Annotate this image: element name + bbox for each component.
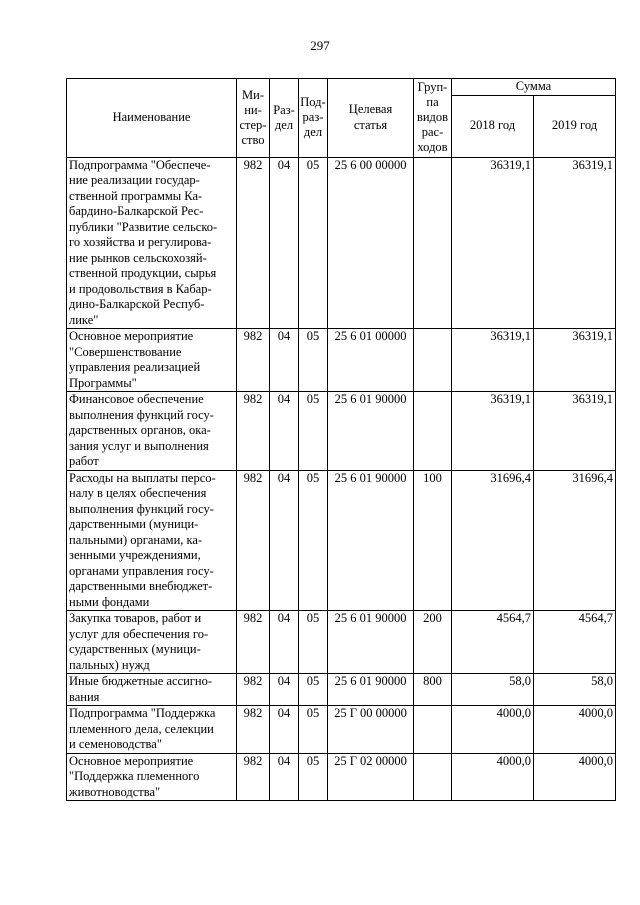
table-row (67, 392, 616, 471)
row-target: 25 6 01 90000 (328, 392, 414, 471)
row-ministry: 982 (237, 329, 270, 392)
row-ministry: 982 (237, 470, 270, 611)
row-name: Основное мероприятие "Поддержка племенного животноводства" (67, 753, 237, 801)
row-target: 25 6 00 00000 (328, 157, 414, 329)
header-year-2018: 2018 год (452, 95, 534, 157)
row-expense-group: 100 (414, 470, 452, 611)
row-sum-2019: 58,0 (534, 674, 616, 706)
row-target: 25 6 01 90000 (328, 470, 414, 611)
header-section: Раз- дел (270, 79, 299, 158)
row-name: Закупка товаров, работ и услуг для обеспечения го- сударственных (муници- пальных) нужд (67, 611, 237, 674)
row-name: Иные бюджетные ассигно- вания (67, 674, 237, 706)
row-sum-2019: 4000,0 (534, 753, 616, 801)
row-section: 04 (270, 392, 299, 471)
row-sum-2018: 4000,0 (452, 706, 534, 754)
row-target: 25 6 01 00000 (328, 329, 414, 392)
row-expense-group (414, 392, 452, 471)
table-row (67, 470, 616, 611)
row-sum-2019: 4000,0 (534, 706, 616, 754)
budget-table (66, 78, 616, 801)
table-row (67, 157, 616, 329)
row-ministry: 982 (237, 611, 270, 674)
row-section: 04 (270, 157, 299, 329)
row-sum-2019: 36319,1 (534, 329, 616, 392)
row-subsection: 05 (299, 674, 328, 706)
row-sum-2019: 36319,1 (534, 157, 616, 329)
row-sum-2018: 31696,4 (452, 470, 534, 611)
row-sum-2019: 36319,1 (534, 392, 616, 471)
row-target: 25 6 01 90000 (328, 611, 414, 674)
header-subsection: Под- раз- дел (299, 79, 328, 158)
row-target: 25 Г 00 00000 (328, 706, 414, 754)
row-expense-group (414, 157, 452, 329)
row-expense-group (414, 706, 452, 754)
row-subsection: 05 (299, 392, 328, 471)
header-sum: Сумма (452, 79, 616, 96)
row-subsection: 05 (299, 329, 328, 392)
header-ministry: Ми- ни- стер- ство (237, 79, 270, 158)
row-name: Финансовое обеспечение выполнения функций госу- дарственных органов, ока- зания услуг и выполнения работ (67, 392, 237, 471)
table-row (67, 753, 616, 801)
row-name: Подпрограмма "Обеспече- ние реализации государ- ственной программы Ка- бардино-Балкарской Рес- публики "Развитие сельско- го хозяйства и регулирова- ние рынков сельскохозяй- ственной продукции, сырья и продовольствия в Кабар- дино-Балкарской Респуб- лике" (67, 157, 237, 329)
row-expense-group (414, 329, 452, 392)
header-name: Наименование (67, 79, 237, 158)
row-target: 25 6 01 90000 (328, 674, 414, 706)
row-sum-2019: 31696,4 (534, 470, 616, 611)
row-ministry: 982 (237, 674, 270, 706)
row-subsection: 05 (299, 706, 328, 754)
row-sum-2018: 36319,1 (452, 392, 534, 471)
row-sum-2019: 4564,7 (534, 611, 616, 674)
row-ministry: 982 (237, 157, 270, 329)
row-expense-group (414, 753, 452, 801)
row-section: 04 (270, 611, 299, 674)
row-section: 04 (270, 706, 299, 754)
row-ministry: 982 (237, 392, 270, 471)
row-subsection: 05 (299, 157, 328, 329)
row-name: Основное мероприятие "Совершенствование управления реализацией Программы" (67, 329, 237, 392)
row-section: 04 (270, 329, 299, 392)
row-ministry: 982 (237, 753, 270, 801)
table-row (67, 611, 616, 674)
header-expense-group: Груп- па видов рас- ходов (414, 79, 452, 158)
row-sum-2018: 4000,0 (452, 753, 534, 801)
page-number: 297 (310, 38, 330, 53)
row-section: 04 (270, 674, 299, 706)
table-row (67, 706, 616, 754)
row-ministry: 982 (237, 706, 270, 754)
row-subsection: 05 (299, 470, 328, 611)
row-expense-group: 200 (414, 611, 452, 674)
table-row (67, 329, 616, 392)
row-sum-2018: 36319,1 (452, 329, 534, 392)
header-target: Целевая статья (328, 79, 414, 158)
row-expense-group: 800 (414, 674, 452, 706)
row-section: 04 (270, 470, 299, 611)
table-row (67, 674, 616, 706)
row-sum-2018: 58,0 (452, 674, 534, 706)
row-subsection: 05 (299, 611, 328, 674)
row-subsection: 05 (299, 753, 328, 801)
row-name: Расходы на выплаты персо- налу в целях обеспечения выполнения функций госу- дарственными (муници- пальными) органами, ка- зенными учреждениями, органами управления госу- дарственными внебюджет- ными фондами (67, 470, 237, 611)
row-name: Подпрограмма "Поддержка племенного дела, селекции и семеноводства" (67, 706, 237, 754)
row-section: 04 (270, 753, 299, 801)
row-target: 25 Г 02 00000 (328, 753, 414, 801)
row-sum-2018: 36319,1 (452, 157, 534, 329)
header-year-2019: 2019 год (534, 95, 616, 157)
row-sum-2018: 4564,7 (452, 611, 534, 674)
